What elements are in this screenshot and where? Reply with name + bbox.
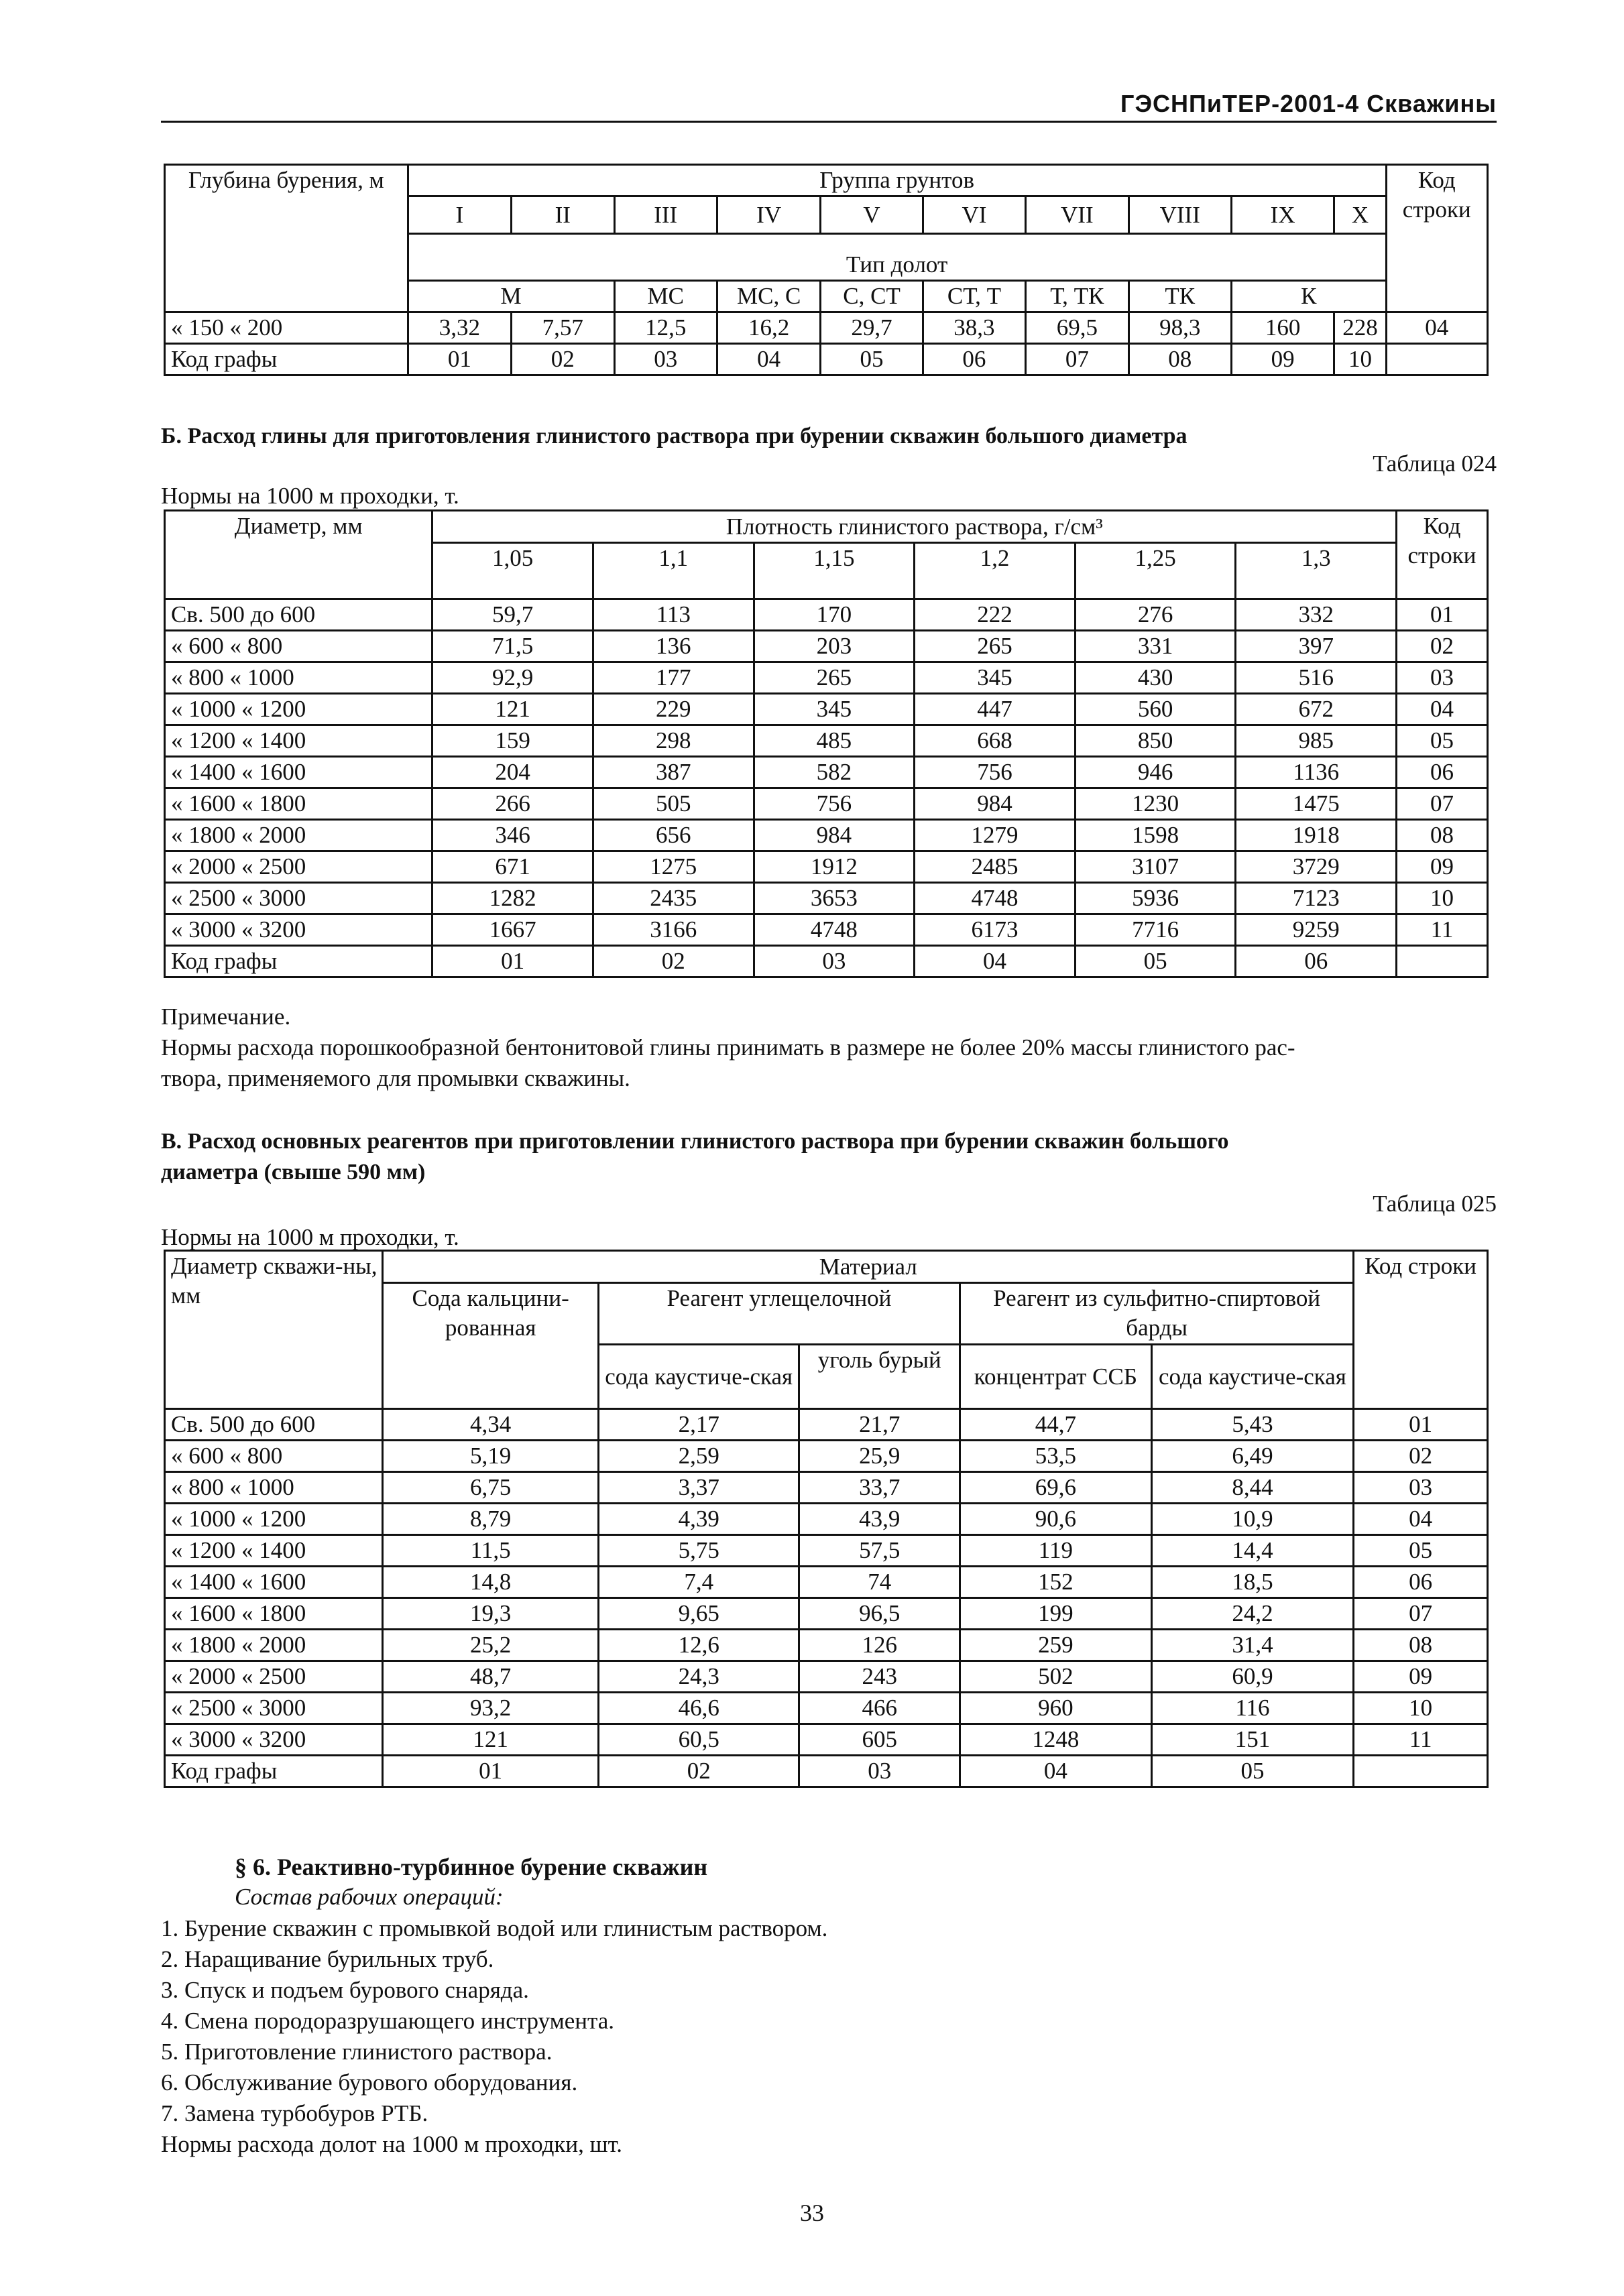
col-header-soda: Сода кальцини-рованная bbox=[383, 1283, 599, 1409]
group-header: VII bbox=[1026, 196, 1128, 234]
col-header-depth: Глубина бурения, м bbox=[165, 165, 408, 312]
bit-type: МС, С bbox=[717, 281, 820, 312]
graph-code: 06 bbox=[923, 344, 1025, 375]
bit-type: С, СТ bbox=[821, 281, 923, 312]
col-header-group: Группа грунтов bbox=[408, 165, 1386, 196]
cell: 984 bbox=[754, 820, 915, 851]
cell: 397 bbox=[1236, 631, 1397, 662]
graph-code: 09 bbox=[1231, 344, 1334, 375]
graph-code: 06 bbox=[1236, 946, 1397, 977]
cell: 57,5 bbox=[799, 1535, 960, 1567]
cell: 2,17 bbox=[598, 1409, 799, 1441]
graph-code: 01 bbox=[432, 946, 593, 977]
cell: 199 bbox=[960, 1598, 1152, 1630]
op-item: 2. Наращивание бурильных труб. bbox=[161, 1946, 494, 1972]
table-row bbox=[165, 694, 1488, 725]
row-label: « 800 « 1000 bbox=[165, 662, 432, 694]
cell: 1230 bbox=[1075, 788, 1236, 820]
row-code: 09 bbox=[1354, 1661, 1488, 1693]
cell: 1136 bbox=[1236, 757, 1397, 788]
col-header-code: Код строки bbox=[1397, 511, 1488, 599]
cell: 1667 bbox=[432, 914, 593, 946]
graph-code: 02 bbox=[598, 1756, 799, 1787]
group-header: VIII bbox=[1128, 196, 1231, 234]
group-header: X bbox=[1334, 196, 1386, 234]
bit-type: ТК bbox=[1128, 281, 1231, 312]
col-header-diameter: Диаметр, мм bbox=[165, 511, 432, 599]
cell: 98,3 bbox=[1128, 312, 1231, 344]
row-code: 04 bbox=[1386, 312, 1487, 344]
cell: 2,59 bbox=[598, 1441, 799, 1472]
cell: 756 bbox=[915, 757, 1076, 788]
group-header: I bbox=[408, 196, 511, 234]
row-label: « 1000 « 1200 bbox=[165, 694, 432, 725]
row-label: « 1600 « 1800 bbox=[165, 1598, 383, 1630]
table-row bbox=[165, 757, 1488, 788]
empty-cell bbox=[1386, 344, 1487, 375]
graph-code: 10 bbox=[1334, 344, 1386, 375]
cell: 5,19 bbox=[383, 1441, 599, 1472]
graph-code: 08 bbox=[1128, 344, 1231, 375]
bit-type: СТ, Т bbox=[923, 281, 1025, 312]
cell: 2485 bbox=[915, 851, 1076, 883]
cell: 605 bbox=[799, 1724, 960, 1756]
cell: 265 bbox=[754, 662, 915, 694]
table-row bbox=[165, 312, 1488, 344]
table-row bbox=[165, 820, 1488, 851]
cell: 505 bbox=[593, 788, 754, 820]
cell: 8,44 bbox=[1151, 1472, 1354, 1504]
cell: 447 bbox=[915, 694, 1076, 725]
cell: 3,37 bbox=[598, 1472, 799, 1504]
row-code: 06 bbox=[1397, 757, 1488, 788]
row-label: « 1800 « 2000 bbox=[165, 1630, 383, 1661]
header-rule bbox=[161, 121, 1497, 123]
ops-title: Состав рабочих операций: bbox=[235, 1884, 504, 1910]
graph-code: 02 bbox=[593, 946, 754, 977]
group-header: V bbox=[821, 196, 923, 234]
bit-type: М bbox=[408, 281, 614, 312]
table-024-label: Таблица 024 bbox=[1373, 450, 1497, 477]
page-number: 33 bbox=[800, 2199, 824, 2226]
graph-code: 03 bbox=[754, 946, 915, 977]
row-label: « 150 « 200 bbox=[165, 312, 408, 344]
cell: 31,4 bbox=[1151, 1630, 1354, 1661]
cell: 582 bbox=[754, 757, 915, 788]
table-025-label: Таблица 025 bbox=[1373, 1191, 1497, 1217]
cell: 960 bbox=[960, 1693, 1152, 1724]
col-header-code: Код строки bbox=[1386, 165, 1487, 312]
cell: 3,32 bbox=[408, 312, 511, 344]
cell: 19,3 bbox=[383, 1598, 599, 1630]
table-row bbox=[165, 1693, 1488, 1724]
bit-type: К bbox=[1231, 281, 1386, 312]
cell: 7,57 bbox=[512, 312, 614, 344]
cell: 946 bbox=[1075, 757, 1236, 788]
col-header-ugl: Реагент углещелочной bbox=[598, 1283, 960, 1345]
op-item: 4. Смена породоразрушающего инструмента. bbox=[161, 2008, 615, 2034]
row-label: « 600 « 800 bbox=[165, 631, 432, 662]
table-row bbox=[165, 344, 1488, 375]
row-code: 07 bbox=[1354, 1598, 1488, 1630]
cell: 276 bbox=[1075, 599, 1236, 631]
col-header-ssb: Реагент из сульфитно-спиртовой барды bbox=[960, 1283, 1354, 1345]
cell: 12,5 bbox=[614, 312, 717, 344]
op-item: 1. Бурение скважин с промывкой водой или глинистым раствором. bbox=[161, 1915, 828, 1941]
cell: 69,6 bbox=[960, 1472, 1152, 1504]
cell: 43,9 bbox=[799, 1504, 960, 1535]
cell: 4,34 bbox=[383, 1409, 599, 1441]
cell: 756 bbox=[754, 788, 915, 820]
cell: 672 bbox=[1236, 694, 1397, 725]
row-label: « 800 « 1000 bbox=[165, 1472, 383, 1504]
table-row bbox=[165, 1409, 1488, 1441]
cell: 266 bbox=[432, 788, 593, 820]
section-b-heading: Б. Расход глины для приготовления глинистого раствора при бурении скважин большого диаметра bbox=[161, 424, 1187, 448]
row-code: 08 bbox=[1397, 820, 1488, 851]
sub-header: сода каустиче-ская bbox=[598, 1345, 799, 1409]
cell: 18,5 bbox=[1151, 1567, 1354, 1598]
cell: 265 bbox=[915, 631, 1076, 662]
cell: 259 bbox=[960, 1630, 1152, 1661]
row-label: « 2500 « 3000 bbox=[165, 1693, 383, 1724]
table-row bbox=[165, 1567, 1488, 1598]
cell: 3653 bbox=[754, 883, 915, 914]
cell: 159 bbox=[432, 725, 593, 757]
row-code: 01 bbox=[1354, 1409, 1488, 1441]
cell: 345 bbox=[915, 662, 1076, 694]
row-label: « 1400 « 1600 bbox=[165, 757, 432, 788]
table-row bbox=[165, 725, 1488, 757]
cell: 69,5 bbox=[1026, 312, 1128, 344]
cell: 1248 bbox=[960, 1724, 1152, 1756]
cell: 5,43 bbox=[1151, 1409, 1354, 1441]
cell: 4,39 bbox=[598, 1504, 799, 1535]
group-header: IX bbox=[1231, 196, 1334, 234]
cell: 1279 bbox=[915, 820, 1076, 851]
cell: 126 bbox=[799, 1630, 960, 1661]
cell: 203 bbox=[754, 631, 915, 662]
row-code: 03 bbox=[1397, 662, 1488, 694]
cell: 121 bbox=[432, 694, 593, 725]
graph-code: 05 bbox=[1151, 1756, 1354, 1787]
cell: 229 bbox=[593, 694, 754, 725]
row-label: « 3000 « 3200 bbox=[165, 914, 432, 946]
cell: 2435 bbox=[593, 883, 754, 914]
cell: 7,4 bbox=[598, 1567, 799, 1598]
op-item: 6. Обслуживание бурового оборудования. bbox=[161, 2069, 578, 2096]
table-row bbox=[165, 1535, 1488, 1567]
density-header: 1,3 bbox=[1236, 543, 1397, 599]
table-row bbox=[165, 946, 1488, 977]
graph-code: 07 bbox=[1026, 344, 1128, 375]
cell: 60,9 bbox=[1151, 1661, 1354, 1693]
cell: 6,75 bbox=[383, 1472, 599, 1504]
cell: 6,49 bbox=[1151, 1441, 1354, 1472]
row-label: « 2000 « 2500 bbox=[165, 851, 432, 883]
row-code: 04 bbox=[1354, 1504, 1488, 1535]
row-code: 09 bbox=[1397, 851, 1488, 883]
graph-code: 05 bbox=[1075, 946, 1236, 977]
cell: 243 bbox=[799, 1661, 960, 1693]
table-row bbox=[165, 883, 1488, 914]
group-header: VI bbox=[923, 196, 1025, 234]
cell: 850 bbox=[1075, 725, 1236, 757]
graph-code: 01 bbox=[408, 344, 511, 375]
cell: 7123 bbox=[1236, 883, 1397, 914]
section-v-norms: Нормы на 1000 м проходки, т. bbox=[161, 1224, 459, 1250]
bit-type-title: Тип долот bbox=[408, 234, 1386, 281]
cell: 48,7 bbox=[383, 1661, 599, 1693]
cell: 10,9 bbox=[1151, 1504, 1354, 1535]
empty-cell bbox=[1397, 946, 1488, 977]
row-label: Св. 500 до 600 bbox=[165, 1409, 383, 1441]
cell: 430 bbox=[1075, 662, 1236, 694]
table-row bbox=[165, 1472, 1488, 1504]
table-row bbox=[165, 662, 1488, 694]
cell: 96,5 bbox=[799, 1598, 960, 1630]
row-label: « 1000 « 1200 bbox=[165, 1504, 383, 1535]
cell: 7716 bbox=[1075, 914, 1236, 946]
cell: 656 bbox=[593, 820, 754, 851]
cell: 345 bbox=[754, 694, 915, 725]
density-header: 1,15 bbox=[754, 543, 915, 599]
table-row bbox=[165, 599, 1488, 631]
cell: 346 bbox=[432, 820, 593, 851]
density-header: 1,2 bbox=[915, 543, 1076, 599]
cell: 9259 bbox=[1236, 914, 1397, 946]
bit-type: МС bbox=[614, 281, 717, 312]
cell: 668 bbox=[915, 725, 1076, 757]
graph-code: 03 bbox=[799, 1756, 960, 1787]
cell: 38,3 bbox=[923, 312, 1025, 344]
group-header: II bbox=[512, 196, 614, 234]
table-row bbox=[165, 1630, 1488, 1661]
cell: 671 bbox=[432, 851, 593, 883]
cell: 1282 bbox=[432, 883, 593, 914]
table-row bbox=[165, 914, 1488, 946]
cell: 485 bbox=[754, 725, 915, 757]
cell: 74 bbox=[799, 1567, 960, 1598]
row-label: Св. 500 до 600 bbox=[165, 599, 432, 631]
cell: 984 bbox=[915, 788, 1076, 820]
graph-label: Код графы bbox=[165, 1756, 383, 1787]
cell: 4748 bbox=[754, 914, 915, 946]
cell: 24,2 bbox=[1151, 1598, 1354, 1630]
row-label: « 2000 « 2500 bbox=[165, 1661, 383, 1693]
sub-header: уголь бурый bbox=[799, 1345, 960, 1409]
row-code: 10 bbox=[1397, 883, 1488, 914]
cell: 466 bbox=[799, 1693, 960, 1724]
row-code: 07 bbox=[1397, 788, 1488, 820]
cell: 71,5 bbox=[432, 631, 593, 662]
cell: 12,6 bbox=[598, 1630, 799, 1661]
cell: 177 bbox=[593, 662, 754, 694]
cell: 387 bbox=[593, 757, 754, 788]
op-item: 7. Замена турбобуров РТБ. bbox=[161, 2100, 428, 2126]
cell: 14,4 bbox=[1151, 1535, 1354, 1567]
cell: 21,7 bbox=[799, 1409, 960, 1441]
row-code: 01 bbox=[1397, 599, 1488, 631]
row-label: « 1200 « 1400 bbox=[165, 1535, 383, 1567]
cell: 92,9 bbox=[432, 662, 593, 694]
graph-code: 03 bbox=[614, 344, 717, 375]
cell: 1912 bbox=[754, 851, 915, 883]
row-code: 03 bbox=[1354, 1472, 1488, 1504]
cell: 24,3 bbox=[598, 1661, 799, 1693]
sub-header: концентрат ССБ bbox=[960, 1345, 1152, 1409]
graph-code: 02 bbox=[512, 344, 614, 375]
cell: 121 bbox=[383, 1724, 599, 1756]
graph-label: Код графы bbox=[165, 344, 408, 375]
cell: 33,7 bbox=[799, 1472, 960, 1504]
cell: 8,79 bbox=[383, 1504, 599, 1535]
empty-cell bbox=[1354, 1756, 1488, 1787]
cell: 29,7 bbox=[821, 312, 923, 344]
cell: 59,7 bbox=[432, 599, 593, 631]
row-code: 04 bbox=[1397, 694, 1488, 725]
density-header: 1,1 bbox=[593, 543, 754, 599]
group-header: IV bbox=[717, 196, 820, 234]
cell: 204 bbox=[432, 757, 593, 788]
cell: 1918 bbox=[1236, 820, 1397, 851]
density-header: 1,25 bbox=[1075, 543, 1236, 599]
cell: 53,5 bbox=[960, 1441, 1152, 1472]
cell: 222 bbox=[915, 599, 1076, 631]
table-row bbox=[165, 1661, 1488, 1693]
section-6-heading: § 6. Реактивно-турбинное бурение скважин bbox=[235, 1854, 708, 1880]
row-label: « 1800 « 2000 bbox=[165, 820, 432, 851]
table-row bbox=[165, 1756, 1488, 1787]
cell: 332 bbox=[1236, 599, 1397, 631]
row-code: 10 bbox=[1354, 1693, 1488, 1724]
cell: 160 bbox=[1231, 312, 1334, 344]
cell: 44,7 bbox=[960, 1409, 1152, 1441]
row-code: 06 bbox=[1354, 1567, 1488, 1598]
cell: 116 bbox=[1151, 1693, 1354, 1724]
row-code: 02 bbox=[1397, 631, 1488, 662]
row-code: 02 bbox=[1354, 1441, 1488, 1472]
cell: 136 bbox=[593, 631, 754, 662]
cell: 4748 bbox=[915, 883, 1076, 914]
cell: 6173 bbox=[915, 914, 1076, 946]
row-code: 11 bbox=[1354, 1724, 1488, 1756]
cell: 9,65 bbox=[598, 1598, 799, 1630]
cell: 25,9 bbox=[799, 1441, 960, 1472]
cell: 985 bbox=[1236, 725, 1397, 757]
row-code: 08 bbox=[1354, 1630, 1488, 1661]
op-item: 5. Приготовление глинистого раствора. bbox=[161, 2039, 553, 2065]
density-header: 1,05 bbox=[432, 543, 593, 599]
group-header: III bbox=[614, 196, 717, 234]
row-label: « 600 « 800 bbox=[165, 1441, 383, 1472]
cell: 1275 bbox=[593, 851, 754, 883]
cell: 3729 bbox=[1236, 851, 1397, 883]
cell: 502 bbox=[960, 1661, 1152, 1693]
cell: 228 bbox=[1334, 312, 1386, 344]
cell: 119 bbox=[960, 1535, 1152, 1567]
table-row bbox=[165, 631, 1488, 662]
cell: 3107 bbox=[1075, 851, 1236, 883]
row-code: 05 bbox=[1354, 1535, 1488, 1567]
col-header-diameter: Диаметр скважи-ны, мм bbox=[165, 1251, 383, 1409]
cell: 1475 bbox=[1236, 788, 1397, 820]
section-v-heading: В. Расход основных реагентов при приготовлении глинистого раствора при бурении скважин большого bbox=[161, 1129, 1229, 1154]
row-label: « 3000 « 3200 bbox=[165, 1724, 383, 1756]
col-header-material: Материал bbox=[383, 1251, 1354, 1283]
table-025 bbox=[164, 1250, 1489, 1788]
cell: 170 bbox=[754, 599, 915, 631]
sub-header: сода каустиче-ская bbox=[1151, 1345, 1354, 1409]
cell: 11,5 bbox=[383, 1535, 599, 1567]
cell: 16,2 bbox=[717, 312, 820, 344]
section-b-norms: Нормы на 1000 м проходки, т. bbox=[161, 483, 459, 509]
col-header-code: Код строки bbox=[1354, 1251, 1488, 1409]
cell: 14,8 bbox=[383, 1567, 599, 1598]
cell: 5936 bbox=[1075, 883, 1236, 914]
table-top bbox=[164, 164, 1489, 376]
cell: 90,6 bbox=[960, 1504, 1152, 1535]
cell: 93,2 bbox=[383, 1693, 599, 1724]
table-row bbox=[165, 1441, 1488, 1472]
cell: 151 bbox=[1151, 1724, 1354, 1756]
section-v-heading-cont: диаметра (свыше 590 мм) bbox=[161, 1160, 426, 1185]
page-header-title: ГЭСНПиТЕР-2001-4 Скважины bbox=[1120, 90, 1497, 117]
note-line: Нормы расхода порошкообразной бентонитовой глины принимать в размере не более 20% массы глинистого рас- bbox=[161, 1034, 1295, 1061]
op-item: 3. Спуск и подъем бурового снаряда. bbox=[161, 1977, 529, 2003]
cell: 516 bbox=[1236, 662, 1397, 694]
graph-code: 04 bbox=[960, 1756, 1152, 1787]
row-label: « 1200 « 1400 bbox=[165, 725, 432, 757]
table-row bbox=[165, 788, 1488, 820]
note-title: Примечание. bbox=[161, 1004, 291, 1030]
row-label: « 1600 « 1800 bbox=[165, 788, 432, 820]
graph-code: 01 bbox=[383, 1756, 599, 1787]
col-header-density: Плотность глинистого раствора, г/см³ bbox=[432, 511, 1397, 543]
table-row bbox=[165, 1724, 1488, 1756]
cell: 25,2 bbox=[383, 1630, 599, 1661]
cell: 1598 bbox=[1075, 820, 1236, 851]
table-row bbox=[165, 1598, 1488, 1630]
cell: 46,6 bbox=[598, 1693, 799, 1724]
table-row bbox=[165, 851, 1488, 883]
cell: 152 bbox=[960, 1567, 1152, 1598]
table-row bbox=[165, 1504, 1488, 1535]
graph-code: 05 bbox=[821, 344, 923, 375]
row-code: 05 bbox=[1397, 725, 1488, 757]
note-line: твора, применяемого для промывки скважины. bbox=[161, 1065, 630, 1091]
cell: 298 bbox=[593, 725, 754, 757]
cell: 60,5 bbox=[598, 1724, 799, 1756]
cell: 5,75 bbox=[598, 1535, 799, 1567]
cell: 560 bbox=[1075, 694, 1236, 725]
bit-type: Т, ТК bbox=[1026, 281, 1128, 312]
graph-label: Код графы bbox=[165, 946, 432, 977]
row-label: « 2500 « 3000 bbox=[165, 883, 432, 914]
row-code: 11 bbox=[1397, 914, 1488, 946]
cell: 3166 bbox=[593, 914, 754, 946]
bits-norms: Нормы расхода долот на 1000 м проходки, шт. bbox=[161, 2131, 623, 2157]
cell: 113 bbox=[593, 599, 754, 631]
table-024 bbox=[164, 509, 1489, 978]
cell: 331 bbox=[1075, 631, 1236, 662]
graph-code: 04 bbox=[717, 344, 820, 375]
row-label: « 1400 « 1600 bbox=[165, 1567, 383, 1598]
graph-code: 04 bbox=[915, 946, 1076, 977]
